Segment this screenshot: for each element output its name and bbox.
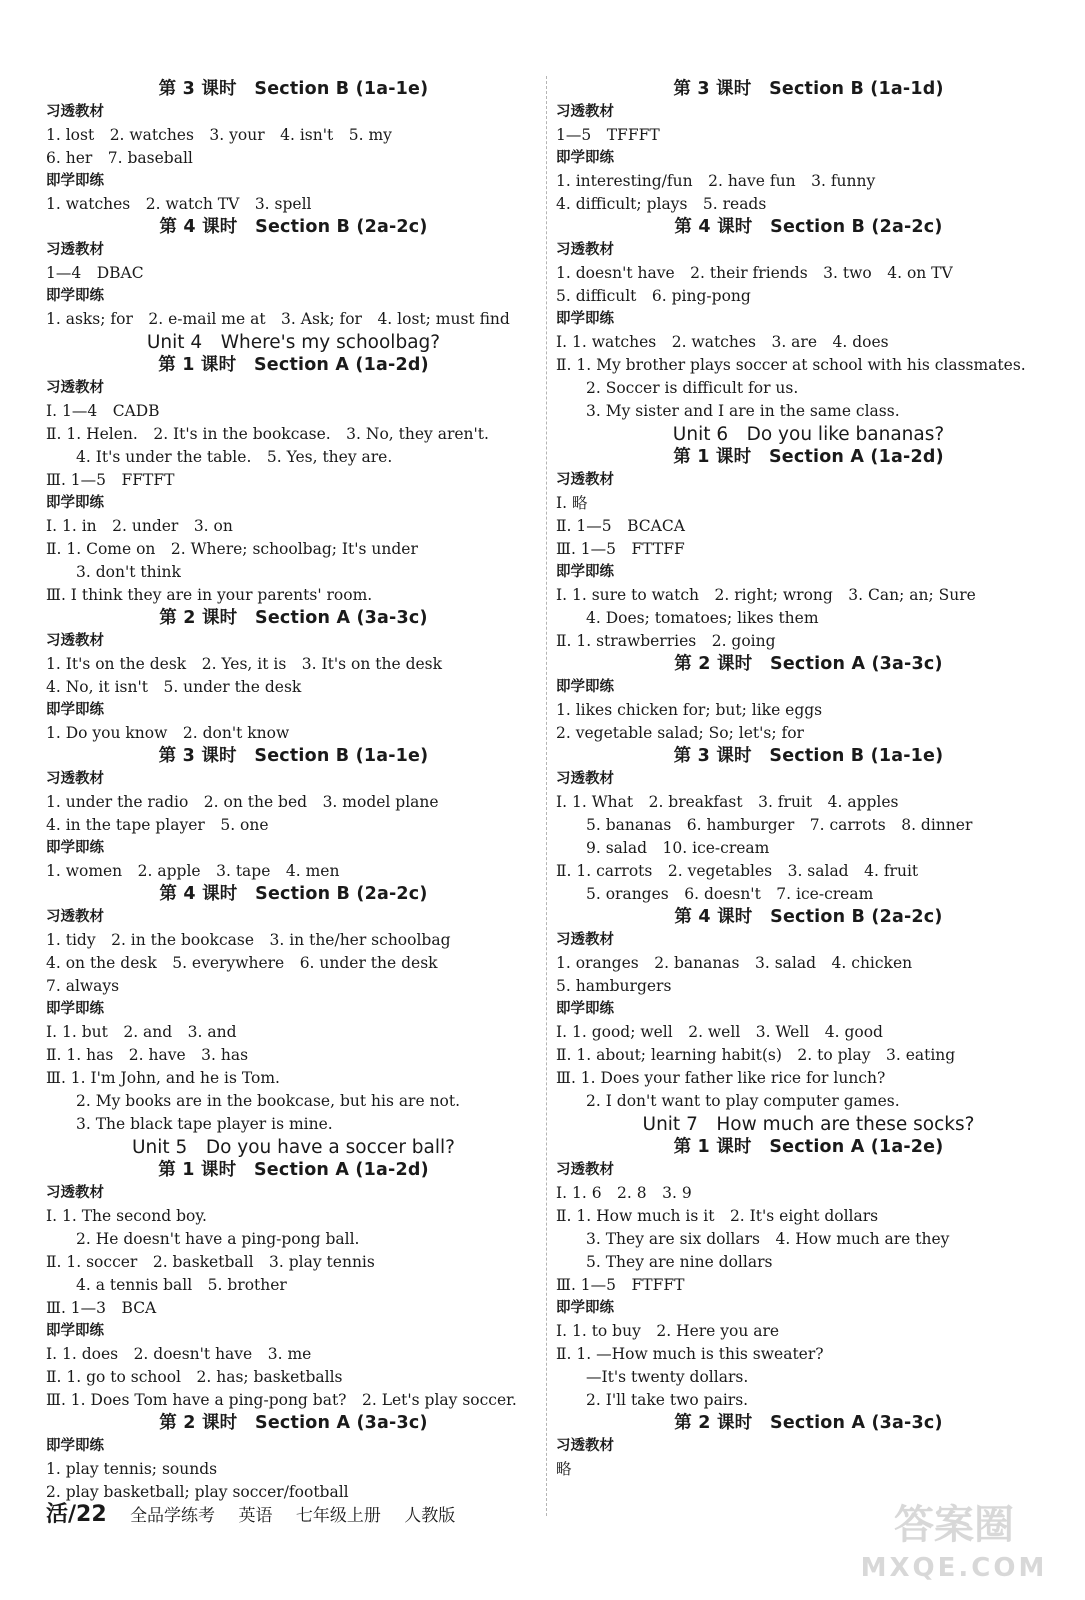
answer-line: 1—5 TFFFT (556, 126, 660, 144)
answer-line: Ⅲ. 1—5 FTTFF (556, 540, 685, 558)
lesson-heading: 第 4 课时 Section B (2a-2c) (159, 217, 428, 237)
answer-line: Ⅲ. 1—5 FFTFT (46, 471, 175, 489)
answer-line: Ⅰ. 1. good; well 2. well 3. Well 4. good (556, 1023, 883, 1041)
answer-line-indented: 2. Soccer is difficult for us. (586, 379, 799, 397)
lesson-heading: 第 2 课时 Section A (3a-3c) (674, 1413, 943, 1433)
answer-line: Ⅲ. 1. Does your father like rice for lunch? (556, 1069, 886, 1087)
section-label: 习透教材 (46, 1185, 104, 1201)
section-label: 即学即练 (46, 1438, 104, 1454)
answer-line: 6. her 7. baseball (46, 149, 193, 167)
answer-line: Ⅱ. 1. strawberries 2. going (556, 632, 776, 650)
lesson-heading: 第 2 课时 Section A (3a-3c) (159, 1413, 428, 1433)
answer-line: 1. interesting/fun 2. have fun 3. funny (556, 172, 876, 190)
section-label: 即学即练 (556, 150, 614, 166)
section-label: 习透教材 (46, 242, 104, 258)
left-column (46, 78, 541, 1504)
answer-line: Ⅰ. 1. What 2. breakfast 3. fruit 4. apples (556, 793, 899, 811)
answer-line: Ⅱ. 1. carrots 2. vegetables 3. salad 4. fruit (556, 862, 919, 880)
answer-line: Ⅱ. 1. soccer 2. basketball 3. play tennis (46, 1253, 375, 1271)
section-label: 即学即练 (46, 1001, 104, 1017)
answer-line-indented: 2. I'll take two pairs. (586, 1391, 749, 1409)
answer-line-indented: 4. It's under the table. 5. Yes, they are. (76, 448, 393, 466)
section-label: 习透教材 (556, 932, 614, 948)
answer-line: Ⅱ. 1—5 BCACA (556, 517, 685, 535)
answer-line-indented: 4. a tennis ball 5. brother (76, 1276, 287, 1294)
answer-line-indented: 4. Does; tomatoes; likes them (586, 609, 819, 627)
lesson-heading: 第 1 课时 Section A (1a-2d) (673, 447, 944, 467)
section-label: 习透教材 (556, 104, 614, 120)
answer-line: Ⅱ. 1. go to school 2. has; basketballs (46, 1368, 343, 1386)
answer-line: 4. difficult; plays 5. reads (556, 195, 767, 213)
answer-line: Ⅰ. 1. 6 2. 8 3. 9 (556, 1184, 692, 1202)
section-label: 习透教材 (46, 771, 104, 787)
section-label: 即学即练 (46, 840, 104, 856)
answer-line: Ⅱ. 1. How much is it 2. It's eight dollars (556, 1207, 879, 1225)
section-label: 即学即练 (46, 495, 104, 511)
answer-line: 5. hamburgers (556, 977, 672, 995)
section-label: 即学即练 (556, 1300, 614, 1316)
section-label: 习透教材 (46, 104, 104, 120)
right-column (556, 78, 1061, 1481)
page-number: 活/22 (46, 1502, 107, 1527)
answer-line: 1—4 DBAC (46, 264, 144, 282)
answer-line-indented: 3. My sister and I are in the same class. (586, 402, 900, 420)
answer-line: Ⅱ. 1. Helen. 2. It's in the bookcase. 3. No, they aren't. (46, 425, 489, 443)
section-label: 习透教材 (46, 909, 104, 925)
section-label: 即学即练 (46, 288, 104, 304)
answer-line: Ⅰ. 略 (556, 494, 588, 512)
answer-line: Ⅱ. 1. My brother plays soccer at school with his classmates. (556, 356, 1026, 374)
answer-line: 1. watches 2. watch TV 3. spell (46, 195, 312, 213)
edition-label: 人教版 (404, 1506, 456, 1526)
answer-line-indented: 5. They are nine dollars (586, 1253, 773, 1271)
lesson-heading: 第 2 课时 Section A (3a-3c) (159, 608, 428, 628)
answer-line: Ⅰ. 1. watches 2. watches 3. are 4. does (556, 333, 889, 351)
watermark-text: 答案圈 (894, 1502, 1014, 1548)
answer-line: 1. under the radio 2. on the bed 3. model plane (46, 793, 439, 811)
answer-line: 1. play tennis; sounds (46, 1460, 218, 1478)
answer-line: 1. likes chicken for; but; like eggs (556, 701, 823, 719)
unit-heading: Unit 6 Do you like bananas? (672, 424, 945, 445)
answer-line: 1. asks; for 2. e-mail me at 3. Ask; for 4. lost; must find (46, 310, 510, 328)
section-label: 习透教材 (556, 472, 614, 488)
unit-heading: Unit 4 Where's my schoolbag? (146, 332, 441, 353)
lesson-heading: 第 1 课时 Section A (1a-2e) (673, 1137, 944, 1157)
answer-line: Ⅱ. 1. —How much is this sweater? (556, 1345, 824, 1363)
answer-line: 5. difficult 6. ping-pong (556, 287, 751, 305)
answer-line: Ⅲ. 1. Does Tom have a ping-pong bat? 2. Let's play soccer. (46, 1391, 517, 1409)
answer-line-indented: 5. oranges 6. doesn't 7. ice-cream (586, 885, 874, 903)
watermark-logo (852, 1492, 1057, 1584)
section-label: 习透教材 (556, 1438, 614, 1454)
answer-line: Ⅰ. 1—4 CADB (46, 402, 160, 420)
unit-heading: Unit 5 Do you have a soccer ball? (132, 1137, 455, 1158)
answer-line-indented: 3. don't think (76, 563, 181, 581)
answer-line: 1. oranges 2. bananas 3. salad 4. chicken (556, 954, 913, 972)
answer-line: Ⅰ. 1. but 2. and 3. and (46, 1023, 237, 1041)
section-label: 即学即练 (46, 173, 104, 189)
answer-line: Ⅰ. 1. does 2. doesn't have 3. me (46, 1345, 312, 1363)
answer-line-indented: 5. bananas 6. hamburger 7. carrots 8. dinner (586, 816, 973, 834)
answer-line: 2. play basketball; play soccer/football (46, 1483, 349, 1501)
lesson-heading: 第 3 课时 Section B (1a-1d) (673, 79, 944, 99)
answer-line-indented: 2. My books are in the bookcase, but his are not. (76, 1092, 461, 1110)
answer-line-indented: 2. I don't want to play computer games. (586, 1092, 900, 1110)
answer-line: 1. It's on the desk 2. Yes, it is 3. It's on the desk (46, 655, 443, 673)
answer-line: Ⅱ. 1. has 2. have 3. has (46, 1046, 249, 1064)
answer-line: 1. women 2. apple 3. tape 4. men (46, 862, 340, 880)
answer-line: 1. tidy 2. in the bookcase 3. in the/her schoolbag (46, 931, 451, 949)
unit-heading: Unit 7 How much are these socks? (642, 1114, 975, 1135)
lesson-heading: 第 3 课时 Section B (1a-1e) (673, 746, 944, 766)
answer-line: 1. Do you know 2. don't know (46, 724, 290, 742)
answer-line-indented: 3. The black tape player is mine. (76, 1115, 333, 1133)
lesson-heading: 第 3 课时 Section B (1a-1e) (158, 79, 429, 99)
book-title: 全品学练考 (130, 1506, 216, 1526)
answer-line: 1. doesn't have 2. their friends 3. two 4. on TV (556, 264, 953, 282)
answer-line: 7. always (46, 977, 120, 995)
answer-line-indented: —It's twenty dollars. (586, 1368, 749, 1386)
answer-line-indented: 2. He doesn't have a ping-pong ball. (76, 1230, 360, 1248)
answer-line: Ⅱ. 1. about; learning habit(s) 2. to play 3. eating (556, 1046, 956, 1064)
answer-line: Ⅲ. 1—3 BCA (46, 1299, 157, 1317)
answer-line: Ⅰ. 1. to buy 2. Here you are (556, 1322, 780, 1340)
section-label: 即学即练 (556, 564, 614, 580)
section-label: 即学即练 (46, 702, 104, 718)
section-label: 习透教材 (46, 380, 104, 396)
section-label: 习透教材 (556, 1162, 614, 1178)
section-label: 习透教材 (46, 633, 104, 649)
watermark-url: MXQE.COM (860, 1553, 1048, 1583)
lesson-heading: 第 1 课时 Section A (1a-2d) (158, 355, 429, 375)
answer-line: 略 (556, 1460, 572, 1478)
answer-line: 4. No, it isn't 5. under the desk (46, 678, 302, 696)
answer-line: Ⅱ. 1. Come on 2. Where; schoolbag; It's under (46, 540, 418, 558)
lesson-heading: 第 4 课时 Section B (2a-2c) (674, 907, 943, 927)
section-label: 习透教材 (556, 242, 614, 258)
page-footer (46, 1500, 473, 1530)
lesson-heading: 第 2 课时 Section A (3a-3c) (674, 654, 943, 674)
answer-line: Ⅰ. 1. The second boy. (46, 1207, 207, 1225)
lesson-heading: 第 3 课时 Section B (1a-1e) (158, 746, 429, 766)
answer-line: Ⅲ. 1. I'm John, and he is Tom. (46, 1069, 280, 1087)
section-label: 习透教材 (556, 771, 614, 787)
answer-line: Ⅲ. 1—5 FTFFT (556, 1276, 685, 1294)
answer-line-indented: 9. salad 10. ice-cream (586, 839, 770, 857)
answer-line: Ⅰ. 1. sure to watch 2. right; wrong 3. Can; an; Sure (556, 586, 976, 604)
answer-line: Ⅲ. I think they are in your parents' room. (46, 586, 373, 604)
answer-line: Ⅰ. 1. in 2. under 3. on (46, 517, 233, 535)
lesson-heading: 第 4 课时 Section B (2a-2c) (674, 217, 943, 237)
lesson-heading: 第 1 课时 Section A (1a-2d) (158, 1160, 429, 1180)
answer-line: 4. in the tape player 5. one (46, 816, 269, 834)
column-divider (546, 76, 547, 1516)
answer-line: 1. lost 2. watches 3. your 4. isn't 5. my (46, 126, 392, 144)
section-label: 即学即练 (556, 1001, 614, 1017)
section-label: 即学即练 (556, 311, 614, 327)
lesson-heading: 第 4 课时 Section B (2a-2c) (159, 884, 428, 904)
grade-label: 七年级上册 (295, 1506, 381, 1526)
subject-label: 英语 (238, 1506, 273, 1526)
answer-line: 4. on the desk 5. everywhere 6. under the desk (46, 954, 438, 972)
answer-line-indented: 3. They are six dollars 4. How much are they (586, 1230, 950, 1248)
section-label: 即学即练 (556, 679, 614, 695)
answer-line: 2. vegetable salad; So; let's; for (556, 724, 804, 742)
section-label: 即学即练 (46, 1323, 104, 1339)
